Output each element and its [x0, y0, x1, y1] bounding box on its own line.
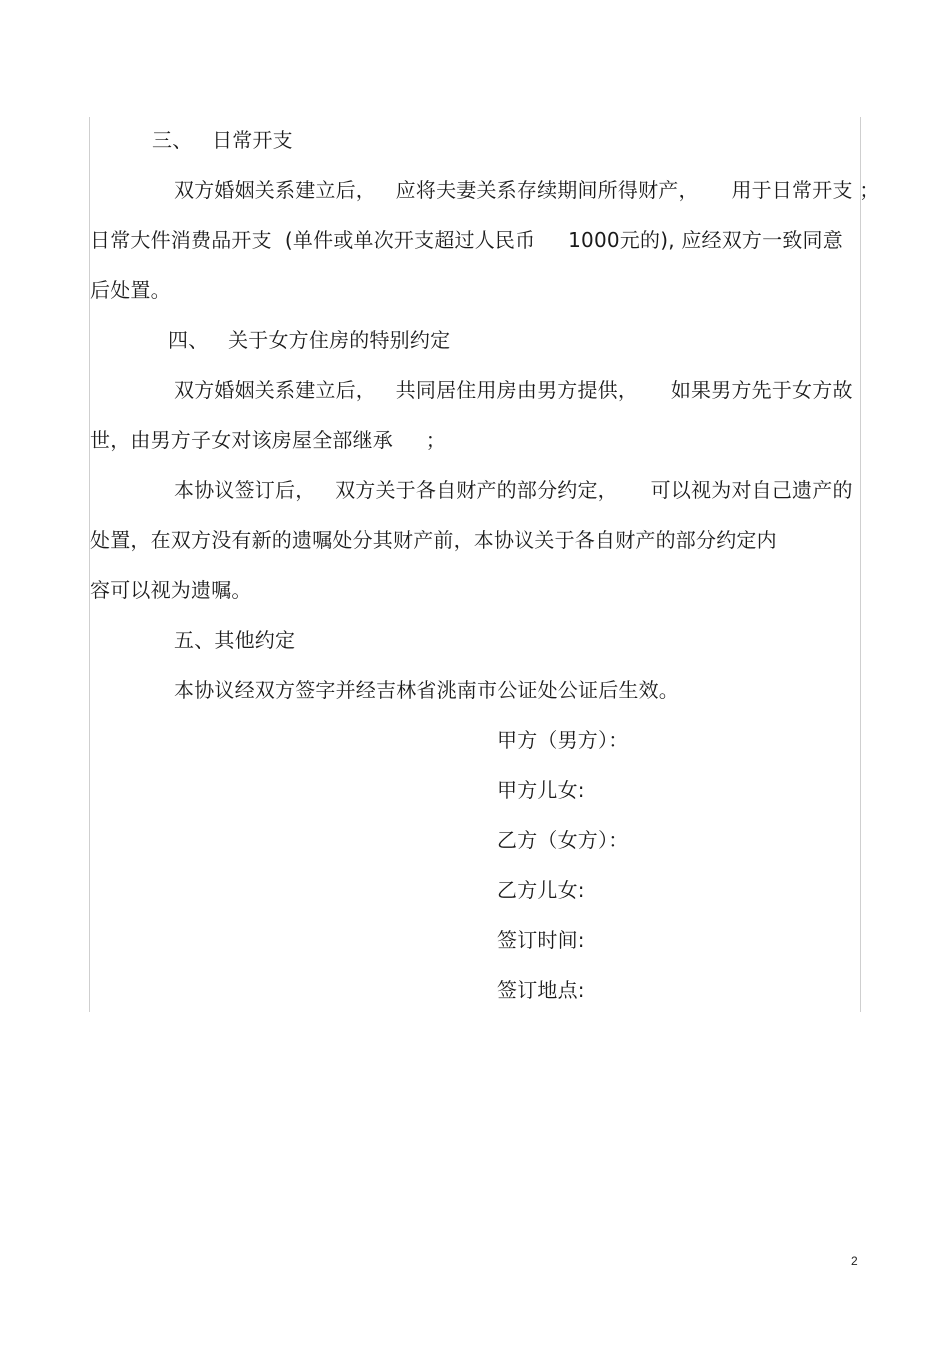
section-3-para-line-1: 双方婚姻关系建立后， 应将夫妻关系存续期间所得财产， 用于日常开支 ；	[174, 178, 880, 202]
signature-party-b: 乙方（女方）：	[497, 828, 629, 852]
signature-party-a-children: 甲方儿女:	[497, 778, 585, 802]
section-5-para: 本协议经双方签字并经吉林省洮南市公证处公证后生效。	[174, 678, 679, 702]
section-3-para-line-3: 后处置。	[90, 278, 171, 302]
right-margin-rule	[860, 117, 861, 1012]
section-4-para1-line-1: 双方婚姻关系建立后， 共同居住用房由男方提供， 如果男方先于女方故	[174, 378, 853, 402]
signature-place: 签订地点:	[497, 978, 585, 1002]
section-4-para1-line-2: 世，由男方子女对该房屋全部继承 ；	[90, 428, 446, 452]
signature-date: 签订时间:	[497, 928, 585, 952]
section-4-para2-line-2: 处置，在双方没有新的遗嘱处分其财产前，本协议关于各自财产的部分约定内	[90, 528, 777, 552]
section-3-heading: 三、 日常开支	[152, 128, 293, 152]
signature-party-b-children: 乙方儿女:	[497, 878, 585, 902]
page-number: 2	[851, 1254, 858, 1268]
section-3-para-line-2: 日常大件消费品开支 (单件或单次开支超过人民币 1000元的), 应经双方一致同意	[90, 228, 843, 252]
section-4-heading: 四、 关于女方住房的特别约定	[168, 328, 451, 352]
section-5-heading: 五、其他约定	[174, 628, 296, 652]
section-4-para2-line-1: 本协议签订后， 双方关于各自财产的部分约定， 可以视为对自己遗产的	[174, 478, 853, 502]
signature-party-a: 甲方（男方）：	[497, 728, 629, 752]
section-4-para2-line-3: 容可以视为遗嘱。	[90, 578, 252, 602]
